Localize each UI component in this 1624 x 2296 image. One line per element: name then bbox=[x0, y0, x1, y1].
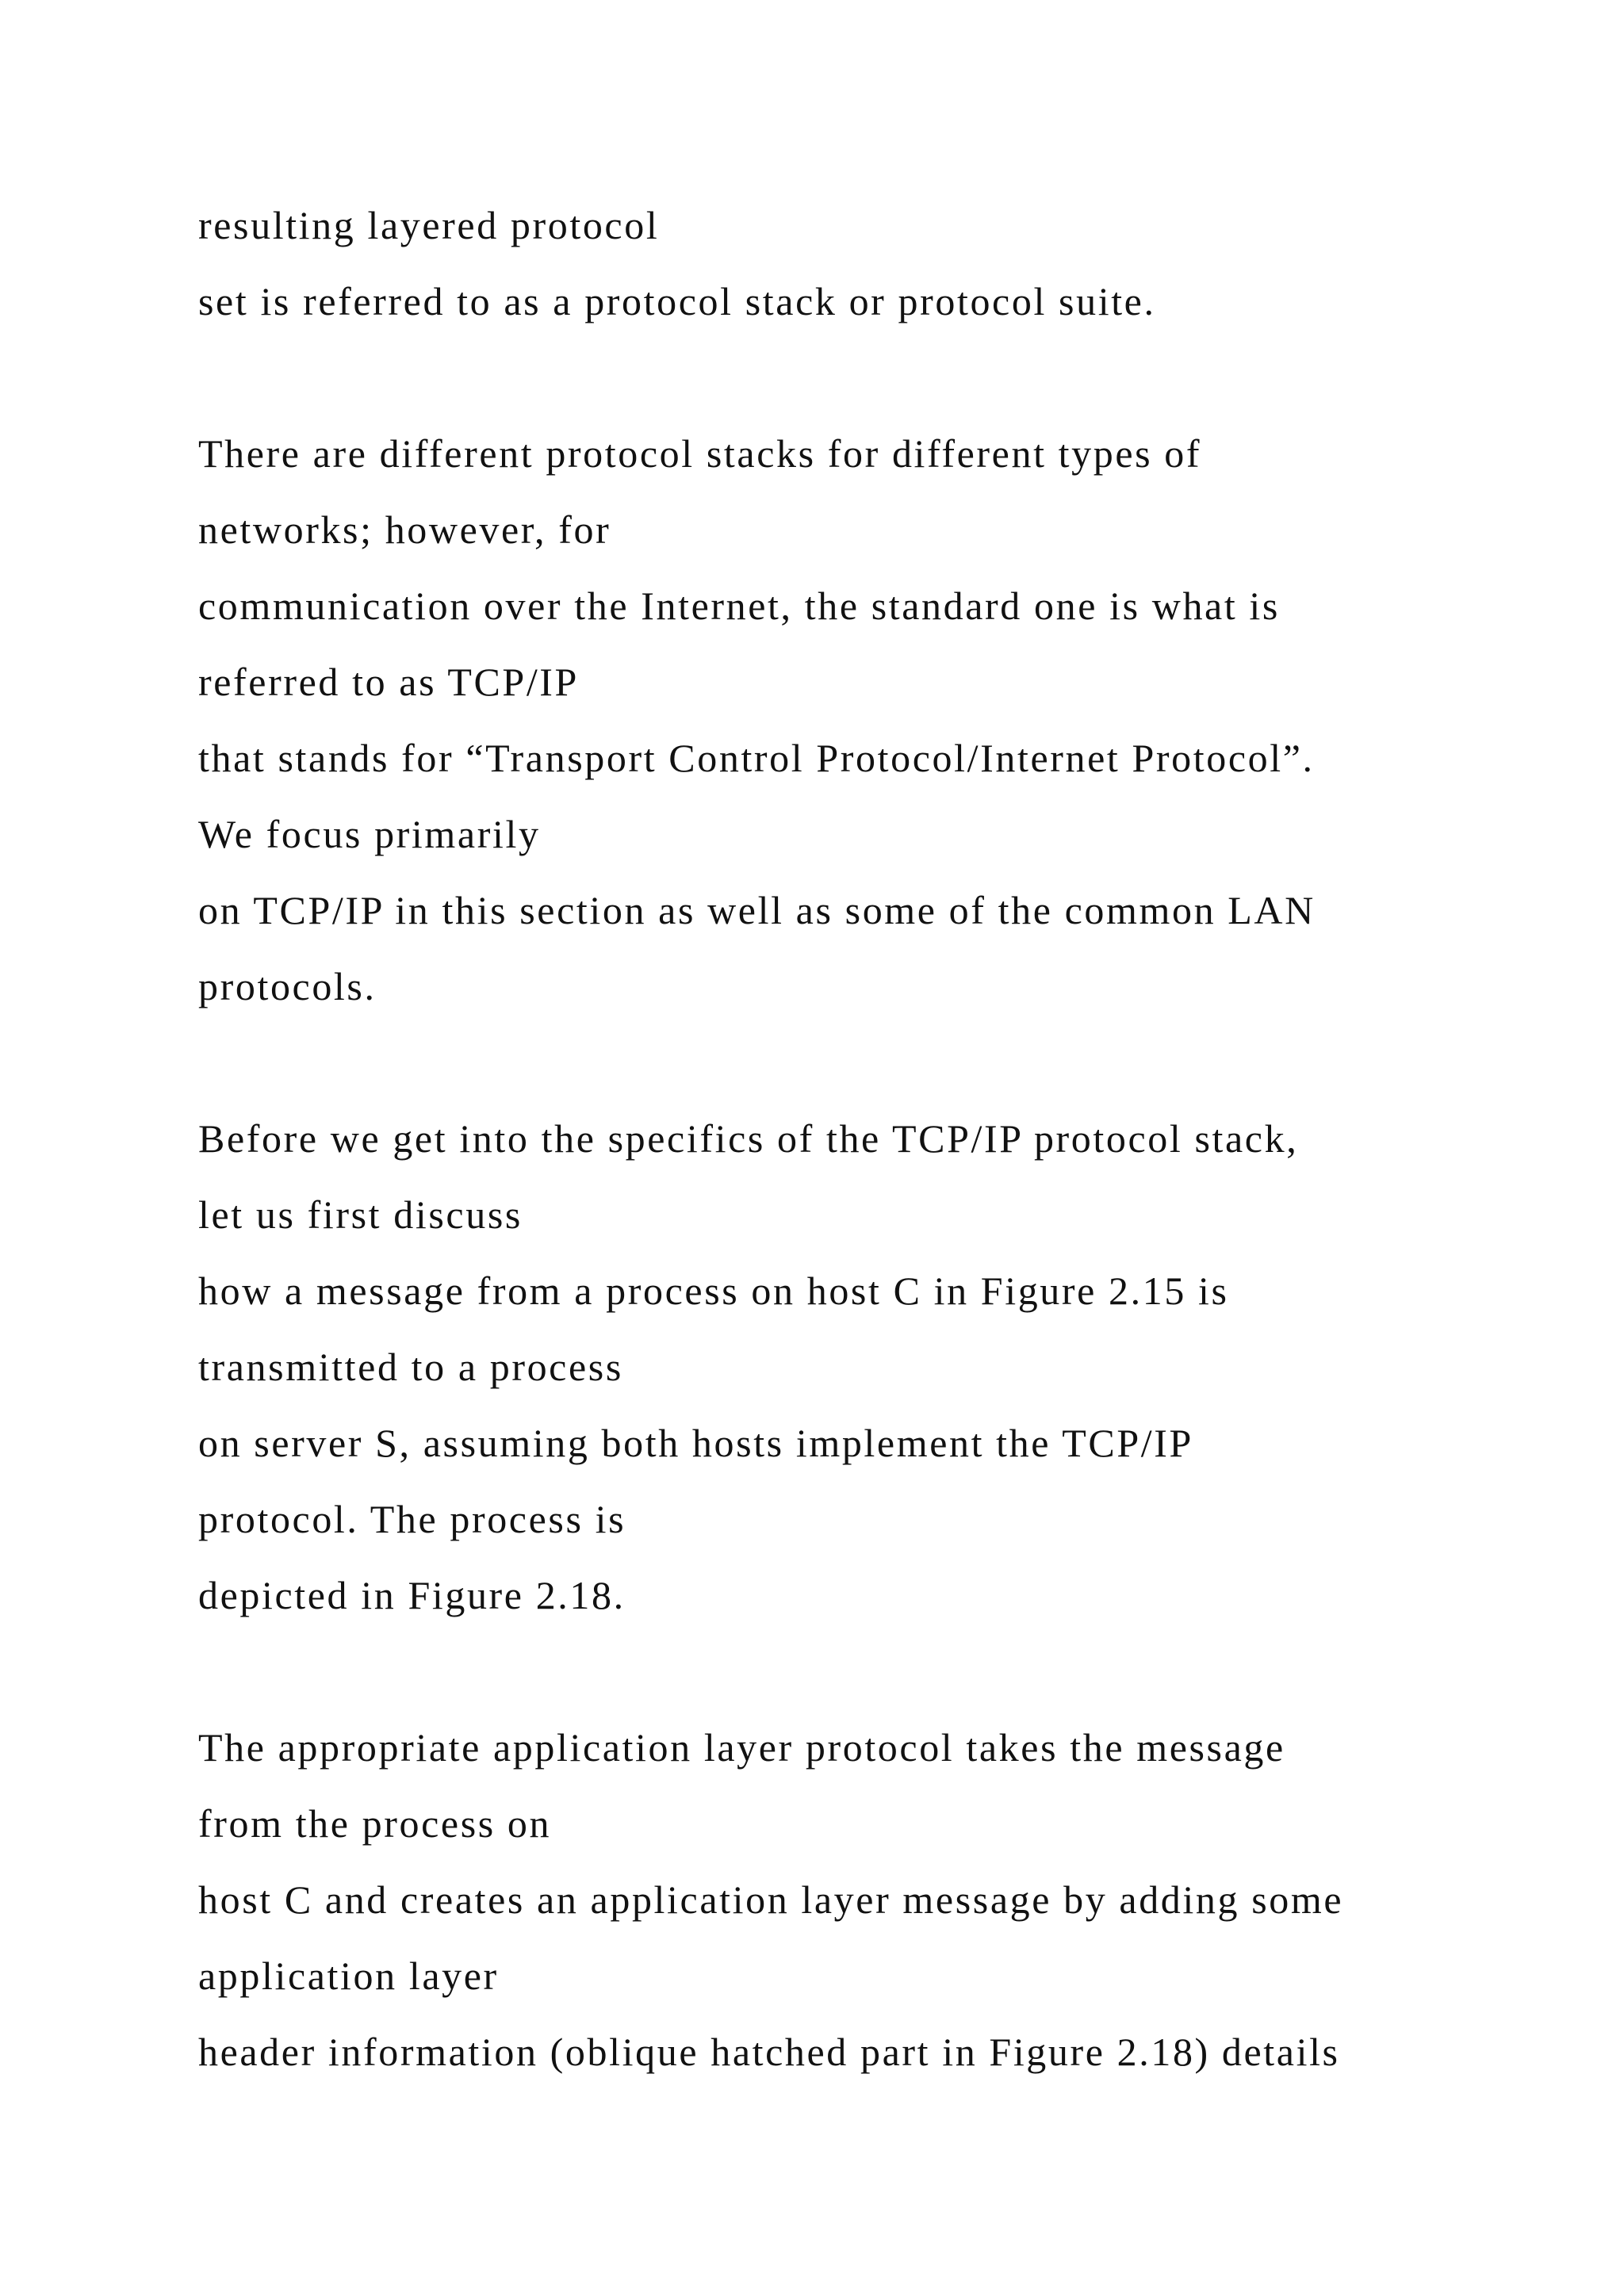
text-line: protocol. The process is bbox=[198, 1497, 626, 1541]
text-line: referred to as TCP/IP bbox=[198, 660, 579, 704]
text-line: Before we get into the specifics of the TCP/IP protocol stack, bbox=[198, 1116, 1299, 1161]
text-line: protocols. bbox=[198, 964, 377, 1008]
text-line: how a message from a process on host C in Figure 2.15 is bbox=[198, 1269, 1229, 1313]
text-line: that stands for “Transport Control Protocol/Internet Protocol”. bbox=[198, 736, 1315, 780]
text-line: communication over the Internet, the standard one is what is bbox=[198, 584, 1280, 628]
text-line: application layer bbox=[198, 1954, 499, 1998]
text-line: set is referred to as a protocol stack or protocol suite. bbox=[198, 279, 1156, 323]
text-line: on TCP/IP in this section as well as some of the common LAN bbox=[198, 888, 1316, 932]
paragraph bbox=[198, 415, 1594, 1024]
text-line: There are different protocol stacks for different types of bbox=[198, 431, 1202, 476]
text-line: from the process on bbox=[198, 1801, 552, 1846]
paragraph-gap bbox=[198, 1633, 1594, 1709]
paragraph bbox=[198, 187, 1594, 339]
text-line: header information (oblique hatched part in Figure 2.18) details bbox=[198, 2030, 1340, 2074]
paragraph-gap bbox=[198, 339, 1594, 415]
text-line: resulting layered protocol bbox=[198, 203, 660, 247]
paragraph-gap bbox=[198, 1024, 1594, 1100]
body-text bbox=[198, 187, 1594, 2090]
text-line: transmitted to a process bbox=[198, 1345, 623, 1389]
text-line: networks; however, for bbox=[198, 507, 611, 552]
text-line: depicted in Figure 2.18. bbox=[198, 1573, 626, 1617]
text-line: let us first discuss bbox=[198, 1192, 523, 1237]
text-line: host C and creates an application layer message by adding some bbox=[198, 1877, 1344, 1922]
paragraph bbox=[198, 1709, 1594, 2090]
paragraph bbox=[198, 1100, 1594, 1633]
text-line: We focus primarily bbox=[198, 812, 541, 856]
text-line: The appropriate application layer protocol takes the message bbox=[198, 1725, 1285, 1770]
text-line: on server S, assuming both hosts implement the TCP/IP bbox=[198, 1421, 1193, 1465]
